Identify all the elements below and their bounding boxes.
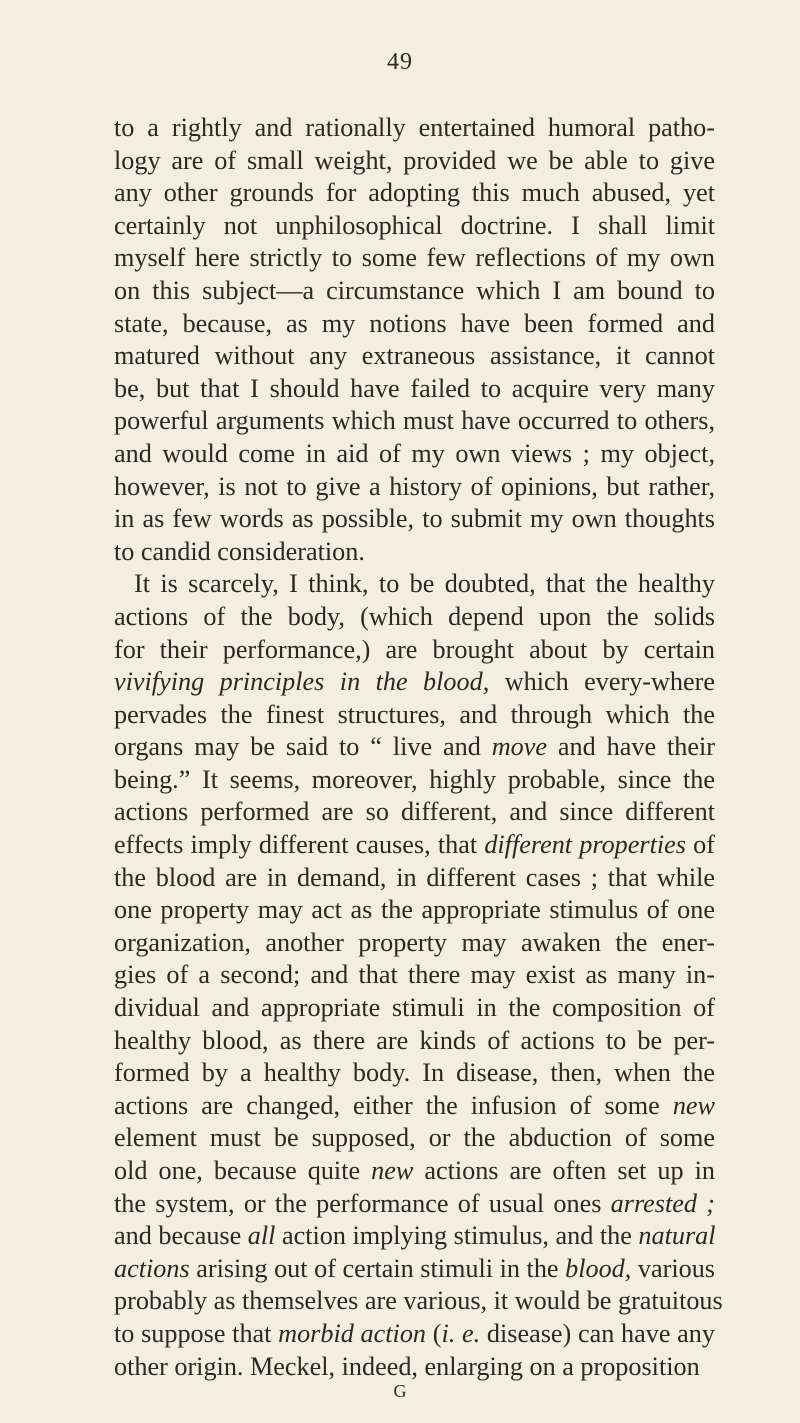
text-line (114, 1057, 715, 1090)
text-line (114, 1318, 715, 1351)
italic-text: i. e. (441, 1318, 481, 1348)
text-line (114, 1188, 715, 1221)
text-segment: element must be supposed, or the abduction of some (114, 1123, 715, 1153)
text-segment: however, is not to give a history of opinions, but rather, (114, 471, 715, 501)
text-line (114, 829, 715, 862)
text-segment: logy are of small weight, provided we be able to give (114, 145, 715, 175)
text-segment: which every-where (489, 667, 715, 697)
text-line (114, 568, 715, 601)
text-line (114, 210, 715, 243)
text-line (114, 862, 715, 895)
text-line (114, 731, 715, 764)
text-segment: and would come in aid of my own views ; my object, (114, 438, 715, 468)
text-segment: any other grounds for adopting this much abused, yet (114, 178, 715, 208)
text-segment: ( (426, 1318, 442, 1348)
text-segment: actions of the body, (which depend upon the solids (114, 601, 715, 631)
text-line (114, 1025, 715, 1058)
text-segment: various (631, 1253, 715, 1283)
text-segment: the blood are in demand, in different cases ; that while (114, 862, 715, 892)
text-segment: to a rightly and rationally entertained humoral patho- (114, 113, 715, 142)
text-line (114, 894, 715, 927)
page-number: 49 (387, 49, 413, 75)
text-line (114, 1155, 715, 1188)
text-line (114, 275, 715, 308)
text-line (114, 177, 715, 210)
italic-text: all (247, 1221, 276, 1251)
text-line (114, 112, 715, 145)
text-segment: actions are changed, either the infusion of some (114, 1090, 673, 1120)
paragraph (114, 112, 715, 568)
italic-text: arrested ; (610, 1188, 715, 1218)
text-line (114, 405, 715, 438)
text-segment: old one, because quite (114, 1156, 372, 1185)
italic-text: natural (638, 1221, 716, 1251)
text-line (114, 373, 715, 406)
text-segment: effects imply different causes, that (114, 830, 485, 860)
text-segment: for their performance,) are brought about by certain (114, 634, 715, 664)
text-segment: to suppose that (114, 1318, 279, 1348)
text-line (114, 1285, 723, 1318)
text-line (114, 438, 715, 471)
text-segment: dividual and appropriate stimuli in the composition of (114, 993, 715, 1023)
text-line (114, 1090, 715, 1123)
text-segment: gies of a second; and that there may exist as many in- (114, 960, 715, 990)
italic-text: blood, (565, 1253, 632, 1283)
text-segment: pervades the finest structures, and through which the (114, 699, 715, 729)
body-text (114, 112, 723, 1383)
text-line (114, 796, 715, 829)
text-segment: probably as themselves are various, it would be gratuitous (114, 1286, 723, 1316)
text-line (114, 471, 715, 504)
text-segment: of (685, 830, 715, 860)
text-line (114, 992, 715, 1025)
text-segment: actions performed are so different, and since different (114, 797, 715, 827)
text-segment: state, because, as my notions have been formed and (114, 308, 715, 338)
text-segment: action implying stimulus, and the (275, 1221, 639, 1251)
text-line (114, 503, 715, 536)
text-segment: healthy blood, as there are kinds of actions to be per- (114, 1025, 715, 1055)
text-segment: matured without any extraneous assistance, it cannot (114, 341, 715, 371)
text-segment: certainly not unphilosophical doctrine. I shall limit (114, 210, 715, 240)
text-line (114, 308, 715, 341)
paragraph (114, 568, 723, 1383)
text-line (114, 927, 715, 960)
text-line (114, 959, 715, 992)
text-segment: organs may be said to “ live and (114, 732, 492, 762)
text-segment: on this subject—a circumstance which I am bound to (114, 275, 715, 305)
italic-text: new (672, 1090, 715, 1120)
text-line (114, 764, 715, 797)
signature-mark: G (393, 1381, 407, 1401)
text-line (114, 1122, 715, 1155)
text-line (114, 1351, 715, 1384)
text-segment: disease) can have any (480, 1318, 715, 1348)
text-line (114, 242, 715, 275)
text-segment: organization, another property may awaken the ener- (114, 927, 715, 957)
italic-text: move (491, 732, 548, 762)
text-segment: formed by a healthy body. In disease, then, when the (114, 1058, 715, 1088)
text-line (114, 634, 715, 667)
text-line (114, 340, 715, 373)
text-line (114, 666, 715, 699)
text-segment: It is scarcely, I think, to be doubted, that the healthy (134, 569, 715, 599)
text-line (114, 601, 715, 634)
text-segment: in as few words as possible, to submit my own thoughts (114, 504, 715, 534)
italic-text: new (371, 1156, 414, 1185)
text-segment: to candid consideration. (114, 536, 365, 566)
italic-text: different properties (484, 830, 686, 860)
text-line (114, 699, 715, 732)
text-segment: the system, or the performance of usual ones (114, 1188, 611, 1218)
text-segment: other origin. Meckel, indeed, enlarging on a proposition (114, 1351, 700, 1381)
text-line (114, 1220, 715, 1253)
italic-text: actions (114, 1253, 190, 1283)
text-segment: powerful arguments which must have occurred to others, (114, 406, 715, 436)
italic-text: vivifying principles in the blood, (114, 667, 490, 697)
text-segment: and have their (547, 732, 716, 762)
text-line (114, 1253, 715, 1286)
text-segment: myself here strictly to some few reflections of my own (114, 243, 715, 273)
text-line (114, 536, 715, 569)
text-line (114, 145, 715, 178)
text-segment: being.” It seems, moreover, highly probable, since the (114, 764, 715, 794)
text-segment: be, but that I should have failed to acquire very many (114, 373, 715, 403)
italic-text: morbid action (278, 1318, 427, 1348)
text-segment: one property may act as the appropriate stimulus of one (114, 895, 715, 925)
text-segment: actions are often set up in (413, 1156, 715, 1185)
text-segment: and because (114, 1221, 248, 1251)
text-segment: arising out of certain stimuli in the (189, 1253, 566, 1283)
